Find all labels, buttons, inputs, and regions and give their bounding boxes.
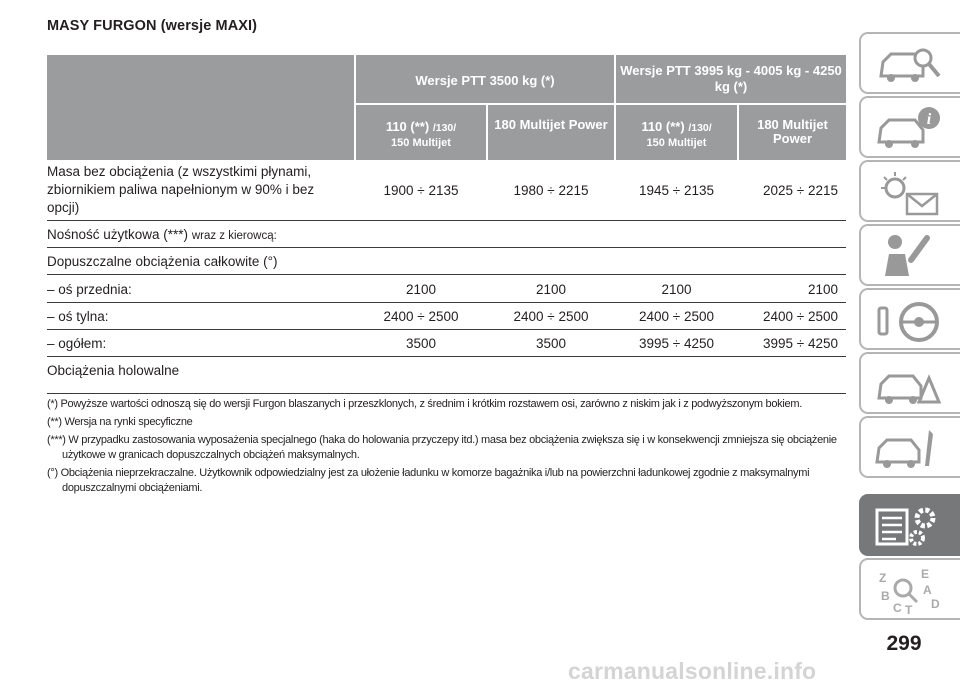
row-label: Obciążenia holowalne: [47, 363, 180, 378]
header-engine-small: /130/: [432, 122, 457, 134]
svg-text:T: T: [905, 603, 913, 616]
cell-value: 2400 ÷ 2500: [763, 309, 838, 324]
car-emergency-icon: [871, 358, 951, 410]
footnote: (**) Wersja na rynki specyficzne: [47, 416, 193, 428]
svg-text:i: i: [926, 111, 932, 128]
car-search-icon: [871, 38, 951, 90]
header-col-110-150: [356, 105, 486, 160]
side-tab-index[interactable]: [859, 558, 960, 620]
svg-text:Z: Z: [879, 571, 887, 585]
side-tab-airbag[interactable]: [859, 224, 960, 286]
alphabetical-index-icon: [871, 564, 951, 616]
table-row: [47, 221, 846, 248]
cell-value: 2100: [405, 282, 437, 297]
cell-value: 2400 ÷ 2500: [639, 309, 714, 324]
warning-lights-icon: [871, 166, 951, 218]
cell-value: 2400 ÷ 2500: [383, 309, 459, 324]
svg-text:A: A: [923, 583, 932, 597]
row-label: – oś przednia:: [47, 282, 132, 297]
footnote: (*) Powyższe wartości odnoszą się do wersji Furgon blaszanych i przeszklonych, z średnim i krótkim rozstawem osi, zarówno z niskim jak i z podwyższonym bokiem.: [47, 398, 802, 410]
row-label: Masa bez obciążenia (z wszystkimi płynami, zbiornikiem paliwa napełnionym w 90% i bez opcji): [47, 164, 315, 215]
footnote: (°) Obciążenia nieprzekraczalne. Użytkownik odpowiedzialny jest za ułożenie ładunku w komorze bagażnika i/lub na powierzchni ładunkowej zgodnie z maksymalnymi dopuszczalnymi obciążeniami.: [47, 467, 810, 494]
cell-value: 1980 ÷ 2215: [513, 183, 589, 198]
table-row: [47, 330, 846, 357]
technical-data-icon: [871, 500, 951, 552]
airbag-person-icon: [871, 230, 951, 282]
header-group-label: Wersje PTT 3500 kg (*): [415, 73, 555, 88]
header-group-label: Wersje PTT 3995 kg - 4005 kg - 4250 kg (*): [620, 63, 842, 94]
header-group-3500: [356, 55, 614, 103]
header-engine: 110 (**): [385, 119, 430, 134]
car-maintenance-icon: [871, 422, 951, 474]
cell-value: 3500: [535, 336, 567, 351]
table-header-blank: [47, 55, 354, 160]
cell-value: 3500: [405, 336, 437, 351]
row-label: Dopuszczalne obciążenia całkowite (°): [47, 254, 278, 269]
side-tab-maintenance[interactable]: [859, 416, 960, 478]
side-tab-driving[interactable]: [859, 288, 960, 350]
header-engine: 180 Multijet Power: [757, 117, 828, 146]
svg-text:B: B: [881, 589, 890, 603]
row-label-small: wraz z kierowcą:: [191, 230, 277, 242]
svg-text:E: E: [921, 567, 930, 581]
table-row: [47, 248, 846, 275]
header-col-180: [488, 105, 614, 160]
side-tab-emergency[interactable]: [859, 352, 960, 414]
header-engine-sub: 150 Multijet: [646, 137, 707, 149]
cell-value: 3995 ÷ 4250: [763, 336, 838, 351]
cell-value: 2100: [535, 282, 567, 297]
header-engine: 110 (**): [641, 119, 685, 134]
header-col-180: [739, 105, 846, 160]
side-tab-safety[interactable]: [859, 96, 960, 158]
cell-value: 1945 ÷ 2135: [639, 183, 714, 198]
row-label-main: Nośność użytkowa (***): [47, 227, 192, 242]
header-group-3995: [616, 55, 846, 103]
table-row: [47, 160, 846, 221]
watermark: carmanualsonline.info: [568, 658, 817, 684]
svg-text:D: D: [931, 597, 940, 611]
table-row: [47, 303, 846, 330]
cell-value: 2100: [661, 282, 692, 297]
cell-value: 3995 ÷ 4250: [639, 336, 714, 351]
footnote: (***) W przypadku zastosowania wyposażenia specjalnego (haka do holowania przyczepy itd.) masa bez obciążenia zwiększa się i w konsekwencji zmniejsza się obciążenie użytkowe w granicach dopuszczalnych obciążeń maksymalnych.: [47, 434, 837, 461]
cell-value: 1900 ÷ 2135: [383, 183, 459, 198]
header-col-110-150: [616, 105, 737, 160]
side-tab-dashboard[interactable]: [859, 32, 960, 94]
page-number: 299: [886, 632, 922, 655]
svg-text:C: C: [893, 601, 902, 615]
header-engine: 180 Multijet Power: [494, 117, 608, 132]
section-title: MASY FURGON (wersje MAXI): [47, 18, 258, 34]
footnotes: [47, 397, 837, 499]
table-row: [47, 275, 846, 303]
header-engine-small: /130/: [688, 122, 712, 134]
table-row: [47, 357, 846, 394]
car-info-icon: [871, 102, 951, 154]
side-tab-technical-data[interactable]: [859, 494, 960, 556]
steering-wheel-icon: [871, 294, 951, 346]
header-engine-sub: 150 Multijet: [391, 137, 451, 149]
cell-value: 2025 ÷ 2215: [763, 183, 838, 198]
cell-value: 2400 ÷ 2500: [513, 309, 589, 324]
cell-value: 2100: [807, 282, 838, 297]
row-label: – oś tylna:: [47, 309, 109, 324]
row-label: – ogółem:: [47, 336, 107, 351]
row-label: [47, 227, 277, 242]
side-tab-warnings[interactable]: [859, 160, 960, 222]
